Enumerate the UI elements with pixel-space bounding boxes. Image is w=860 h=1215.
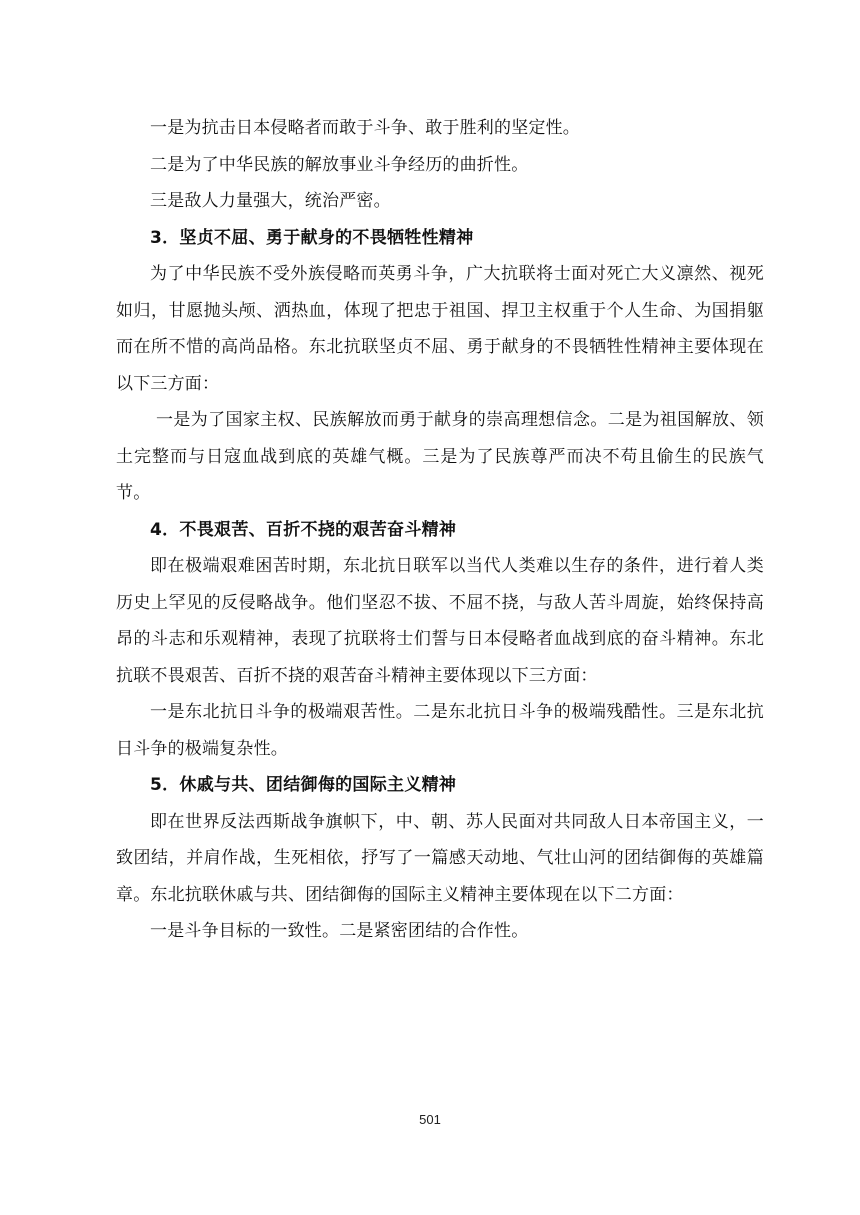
paragraph-internationalism-spirit: 即在世界反法西斯战争旗帜下，中、朝、苏人民面对共同敌人日本帝国主义，一致团结，并肩作战，生死相依，抒写了一篇感天动地、气壮山河的团结御侮的英雄篇章。东北抗联休戚与共、团结御侮的国际主义精神主要体现在以下二方面： (116, 811, 764, 905)
paragraph-internationalism-aspects: 一是斗争目标的一致性。二是紧密团结的合作性。 (150, 921, 529, 941)
section-heading-4: 4．不畏艰苦、百折不挠的艰苦奋斗精神 (150, 519, 457, 540)
paragraph-point-one: 一是为抗击日本侵略者而敢于斗争、敢于胜利的坚定性。 (150, 118, 580, 138)
section-heading-3: 3．坚贞不屈、勇于献身的不畏牺牲性精神 (150, 227, 474, 248)
paragraph-hardship-aspects: 一是东北抗日斗争的极端艰苦性。二是东北抗日斗争的极端残酷性。三是东北抗日斗争的极端复杂性。 (116, 702, 764, 759)
paragraph-point-three: 三是敌人力量强大，统治严密。 (150, 191, 391, 211)
paragraph-hardship-spirit: 即在极端艰难困苦时期，东北抗日联军以当代人类难以生存的条件，进行着人类历史上罕见的反侵略战争。他们坚忍不拔、不屈不挠，与敌人苦斗周旋，始终保持高昂的斗志和乐观精神，表现了抗联将士们誓与日本侵略者血战到底的奋斗精神。东北抗联不畏艰苦、百折不挠的艰苦奋斗精神主要体现以下三方面： (116, 556, 764, 686)
page-body (116, 110, 764, 950)
section-heading-5: 5．休戚与共、团结御侮的国际主义精神 (150, 775, 457, 795)
paragraph-sacrifice-spirit: 为了中华民族不受外族侵略而英勇斗争，广大抗联将士面对死亡大义凛然、视死如归，甘愿抛头颅、洒热血，体现了把忠于祖国、捍卫主权重于个人生命、为国捐躯而在所不惜的高尚品格。东北抗联坚贞不屈、勇于献身的不畏牺牲性精神主要体现在以下三方面： (116, 264, 764, 394)
paragraph-sacrifice-aspects: 一是为了国家主权、民族解放而勇于献身的崇高理想信念。二是为祖国解放、领土完整而与日寇血战到底的英雄气概。三是为了民族尊严而决不苟且偷生的民族气节。 (116, 410, 764, 503)
page-number: 501 (419, 1112, 441, 1127)
paragraph-point-two: 二是为了中华民族的解放事业斗争经历的曲折性。 (150, 154, 529, 175)
